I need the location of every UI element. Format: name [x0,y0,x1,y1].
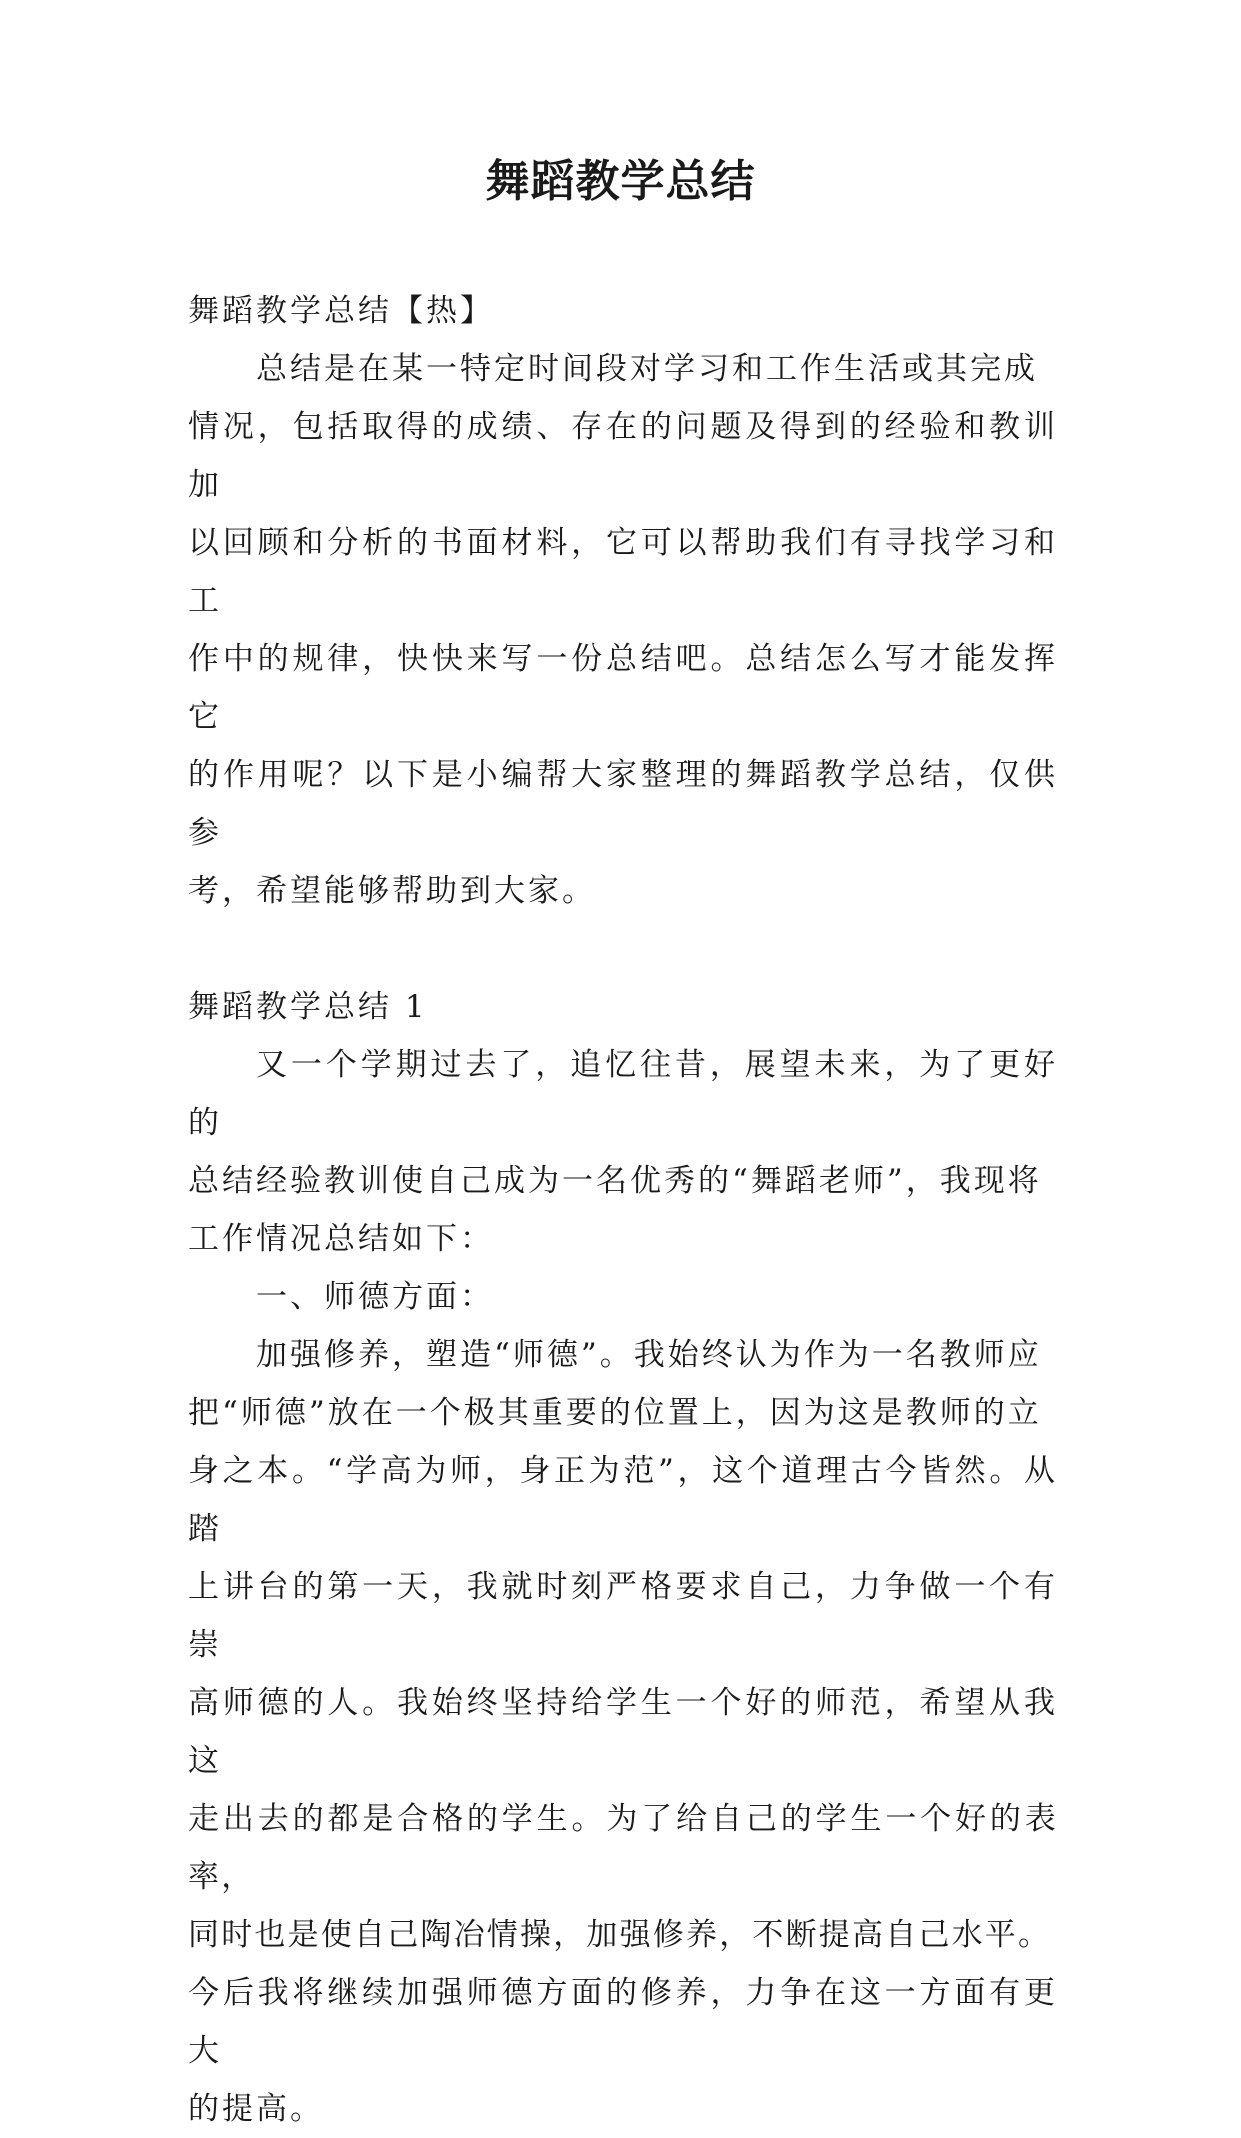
section-paragraph-line: 总结经验教训使自己成为一名优秀的“舞蹈老师”，我现将 [188,1163,1042,1199]
document-body [188,282,1058,2138]
morals-paragraph-line: 的提高。 [188,2091,324,2127]
document-subtitle: 舞蹈教学总结【热】 [188,293,494,329]
section-paragraph-line: 又一个学期过去了，追忆往昔，展望未来，为了更好的 [188,1047,1058,1141]
intro-line: 情况，包括取得的成绩、存在的问题及得到的经验和教训加 [188,409,1058,503]
morals-paragraph-line: 高师德的人。我始终坚持给学生一个好的师范，希望从我这 [188,1685,1058,1779]
document-title: 舞蹈教学总结 [485,156,756,207]
intro-line: 以回顾和分析的书面材料，它可以帮助我们有寻找学习和工 [188,525,1058,619]
morals-paragraph-line: 加强修养，塑造“师德”。我始终认为作为一名教师应 [256,1337,1042,1373]
subheading: 一、师德方面： [256,1279,494,1315]
intro-line: 的作用呢？以下是小编帮大家整理的舞蹈教学总结，仅供参 [188,757,1058,851]
morals-paragraph-line: 身之本。“学高为师，身正为范”，这个道理古今皆然。从踏 [188,1453,1058,1547]
morals-paragraph-line: 同时也是使自己陶冶情操，加强修养，不断提高自己水平。 [188,1917,1052,1953]
morals-paragraph-line: 走出去的都是合格的学生。为了给自己的学生一个好的表率， [188,1801,1058,1895]
intro-line: 作中的规律，快快来写一份总结吧。总结怎么写才能发挥它 [188,641,1058,735]
section-heading: 舞蹈教学总结 1 [188,989,428,1025]
section-paragraph-line: 工作情况总结如下： [188,1221,494,1257]
morals-paragraph-line: 今后我将继续加强师德方面的修养，力争在这一方面有更大 [188,1975,1058,2069]
morals-paragraph-line: 上讲台的第一天，我就时刻严格要求自己，力争做一个有崇 [188,1569,1058,1663]
intro-line: 考，希望能够帮助到大家。 [188,873,596,909]
morals-paragraph-line: 把“师德”放在一个极其重要的位置上，因为这是教师的立 [188,1395,1042,1431]
blank-line [188,920,1058,978]
intro-line: 总结是在某一特定时间段对学习和工作生活或其完成 [256,351,1038,387]
